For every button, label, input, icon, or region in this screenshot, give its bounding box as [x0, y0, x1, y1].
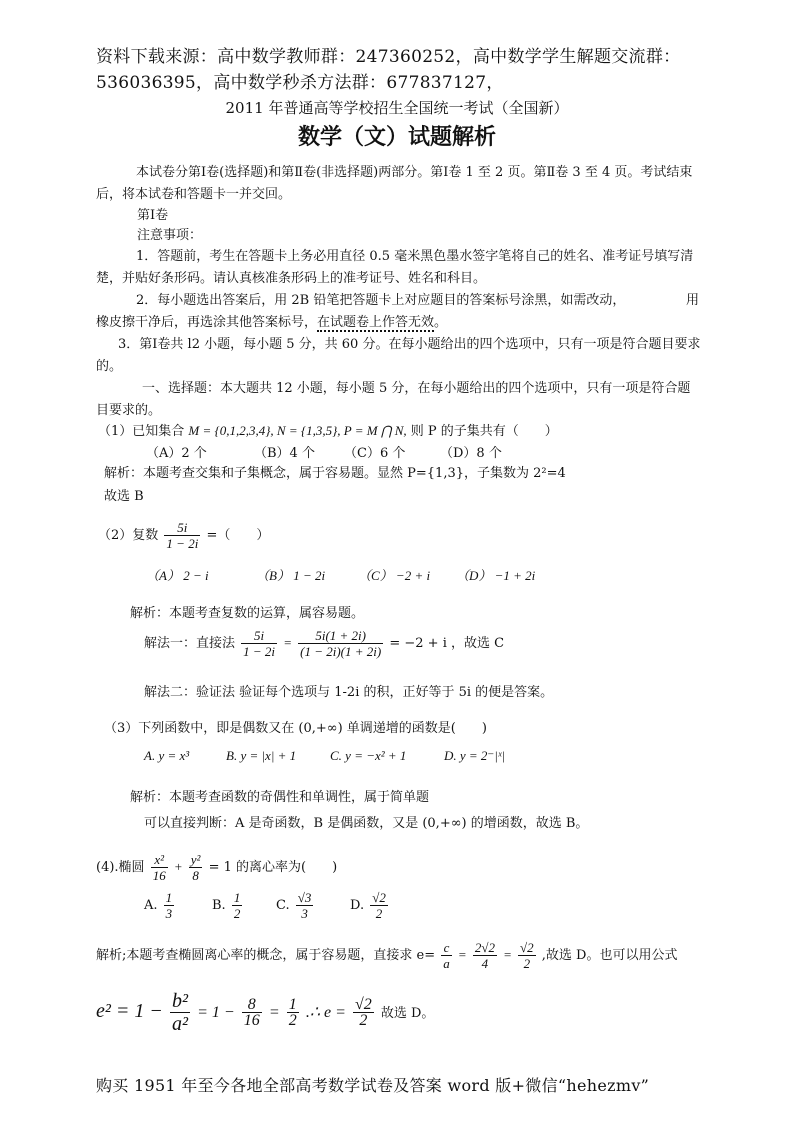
q2-frac-den: 1 − 2i [166, 536, 199, 551]
exam-title: 2011 年普通高等学校招生全国统一考试（全国新） [225, 99, 569, 117]
q4-an-f3-num: √2 [520, 940, 534, 955]
q2-option-a: （A） 2 − i [146, 568, 209, 583]
q4-f1-num: x² [151, 852, 168, 868]
q4-formula-frac-b [170, 990, 190, 1035]
note-2-text-e: 。 [434, 315, 448, 330]
q2-m1-f1-num: 5i [241, 628, 277, 644]
q4-opt-d-den: 2 [375, 906, 383, 921]
q1-option-b: （B）4 个 [254, 446, 315, 461]
q4-option-b-label: B. [212, 898, 226, 913]
q4-option-b [212, 890, 244, 921]
intro-paragraph: 本试卷分第Ⅰ卷(选择题)和第Ⅱ卷(非选择题)两部分。第Ⅰ卷 1 至 2 页。第Ⅱ卷 3 至 4 页。考试结束后，将本试卷和答题卡一并交回。 [96, 165, 693, 202]
q4-stem [96, 852, 337, 883]
q3-analysis: 解析：本题考查函数的奇偶性和单调性，属于简单题 [130, 790, 430, 805]
footer-ad: 购买 1951 年至今各地全部高考数学试卷及答案 word 版+微信“hehezmv” [96, 1076, 650, 1095]
q1-option-d: （D）8 个 [440, 446, 502, 461]
q4-opt-a-den: 3 [165, 906, 173, 921]
note-1: 1．答题前，考生在答题卡上务必用直径 0.5 毫米黑色墨水签字笔将自己的姓名、准考证号填写清楚，并贴好条形码。请认真核准条形码上的准考证号、姓名和科目。 [96, 249, 694, 286]
notes-title: 注意事项： [137, 228, 203, 243]
q4-an-f2-num: 2√2 [474, 940, 495, 955]
q1-analysis: 解析：本题考查交集和子集概念，属于容易题。显然 P={1,3}，子集数为 2²=4 [104, 466, 566, 481]
q4-f2-num: y² [190, 852, 201, 867]
page-title: 数学（文）试题解析 [297, 125, 496, 150]
q2-stem-suffix: =（ ） [206, 528, 270, 543]
q4-option-a-frac [164, 890, 175, 921]
q4-an-frac-3 [518, 940, 536, 971]
q4-formula-b-den: a² [171, 1013, 188, 1035]
q2-method-1: 解法一：直接法 $\frac{5i}{1 - 2i}$ = $\frac{5i(1 + 2i)}{(1 - 2i)(1 + 2i)}$ = −2 + i ，故选 C [144, 628, 505, 659]
q2-option-d: （D） −1 + 2i [456, 568, 536, 583]
q4-an-frac-2 [473, 940, 497, 971]
q3-judge: 可以直接判断：A 是奇函数，B 是偶函数，又是 (0,+∞) 的增函数，故选 B。 [144, 816, 589, 831]
q4-formula-eq: = [268, 1004, 280, 1021]
q2-method-2: 解法二：验证法 验证每个选项与 1-2i 的积，正好等于 5i 的便是答案。 [144, 685, 554, 700]
q4-analysis-prefix: 解析;本题考查椭圆离心率的概念，属于容易题，直接求 e= [96, 948, 436, 963]
q2-method-1-suffix: = −2 + i ，故选 C [389, 636, 505, 651]
q4-f1-den: 16 [152, 868, 166, 883]
note-2-text-c: 橡皮擦干净后，再选涂其他答案标号， [96, 315, 318, 330]
q4-opt-a-num: 1 [165, 890, 173, 905]
q4-formula-frac-3 [287, 997, 299, 1028]
q1-stem-math: M = {0,1,2,3,4}, N = {1,3,5}, P = M ⋂ N, [188, 423, 407, 438]
q3-option-b: B. y = |x| + 1 [226, 748, 297, 763]
q4-plus: + [173, 859, 183, 874]
q4-opt-d-num: √2 [372, 890, 386, 905]
q2-frac-num: 5i [164, 520, 200, 536]
q4-fraction-x [151, 852, 168, 883]
q4-an-f1-den: a [443, 956, 450, 971]
q4-an-f2-den: 4 [481, 956, 489, 971]
q4-formula-then: .∴ e = [305, 1004, 346, 1021]
q4-stem-prefix: (4).椭圆 [96, 860, 145, 875]
q4-an-f1-num: c [441, 940, 452, 956]
q4-formula-frac-4 [353, 997, 374, 1028]
q2-option-c: （C） −2 + i [358, 568, 431, 583]
q4-formula-f2-num: 8 [242, 997, 262, 1013]
note-2-line-2 [96, 312, 447, 334]
q1-stem-suffix: 则 P 的子集共有（ ） [410, 424, 558, 439]
q4-formula-end: 故选 D。 [380, 1006, 435, 1021]
q1-stem [98, 420, 558, 443]
q2-method-1-prefix: 解法一：直接法 [144, 636, 236, 651]
q4-formula-f3-den: 2 [288, 1012, 297, 1029]
q3-option-d: D. y = 2⁻|ˣ| [444, 748, 506, 763]
q4-option-c-frac [296, 890, 314, 921]
q4-option-d [350, 890, 390, 921]
q4-option-c-label: C. [276, 898, 290, 913]
q1-answer: 故选 B [104, 489, 144, 504]
section-1-heading: 一、选择题：本大题共 12 小题，每小题 5 分，在每小题给出的四个选项中，只有一项是符合题目要求的。 [96, 381, 691, 418]
q4-opt-c-den: 3 [301, 906, 308, 921]
q4-formula-b-num: b² [171, 990, 188, 1012]
q2-stem-prefix: （2）复数 [98, 528, 159, 543]
q4-an-f3-den: 2 [523, 956, 531, 971]
q3-stem: （3）下列函数中，即是偶数又在 (0,+∞) 单调递增的函数是( ) [104, 721, 487, 736]
q4-option-b-frac [232, 890, 243, 921]
q4-option-c [276, 890, 315, 921]
q1-option-c: （C）6 个 [344, 446, 406, 461]
q3-option-a: A. y = x³ [144, 748, 190, 763]
q2-analysis: 解析：本题考查复数的运算，属容易题。 [130, 606, 365, 621]
q4-an-frac-1 [441, 940, 452, 971]
q4-analysis-suffix: ,故选 D。也可以用公式 [541, 948, 678, 963]
q1-stem-prefix: （1）已知集合 [98, 424, 185, 439]
note-2-line-1 [136, 290, 625, 312]
q2-m1-f1-den: 1 − 2i [243, 644, 276, 659]
q4-option-d-label: D. [350, 898, 365, 913]
q4-formula-f4-den: 2 [359, 1012, 368, 1029]
q4-formula-f2-den: 16 [243, 1012, 260, 1029]
q2-fraction [164, 520, 200, 551]
q4-formula-e: e² = 1 − [96, 1000, 163, 1022]
note-2-emphasis: 在试题卷上作答无效 [317, 315, 435, 330]
note-3: 3．第Ⅰ卷共 l2 小题，每小题 5 分，共 60 分。在每小题给出的四个选项中，只有一项是符合题目要求的。 [96, 337, 701, 374]
q2-m1-fraction-1 [241, 628, 277, 659]
q4-formula-mid: = 1 − [197, 1004, 235, 1021]
q3-option-c: C. y = −x² + 1 [330, 748, 407, 763]
q4-opt-b-den: 2 [233, 906, 241, 921]
q4-stem-suffix: = 1 的离心率为( ) [208, 860, 338, 875]
juan-1-label: 第Ⅰ卷 [137, 208, 169, 223]
q4-option-a-label: A. [144, 898, 158, 913]
q4-fraction-y [189, 852, 203, 883]
note-2-text-b: 用 [686, 293, 700, 308]
header-line-2: 536036395，高中数学秒杀方法群：677837127， [96, 73, 504, 93]
header-line-1: 资料下载来源：高中数学教师群：247360252，高中数学学生解题交流群： [96, 47, 681, 67]
note-2-text-a: 2．每小题选出答案后，用 2B 铅笔把答题卡上对应题目的答案标号涂黑，如需改动， [136, 293, 626, 308]
q4-formula-frac-2 [242, 997, 262, 1028]
q1-option-a: （A）2 个 [146, 446, 207, 461]
q2-stem [98, 520, 269, 551]
q4-formula-f4-num: √2 [355, 996, 372, 1013]
q2-m1-f2-num: 5i(1 + 2i) [298, 628, 383, 644]
q2-m1-fraction-2 [298, 628, 383, 659]
q4-formula [96, 990, 434, 1035]
q2-option-b: （B） 1 − 2i [256, 568, 326, 583]
q4-opt-c-num: √3 [297, 890, 312, 905]
q4-formula-f3-num: 1 [288, 996, 297, 1013]
q2-m1-f2-den: (1 − 2i)(1 + 2i) [300, 644, 382, 659]
q4-analysis: 解析;本题考查椭圆离心率的概念，属于容易题，直接求 e= $\frac{c}{a}$ = $\frac{2√2}{4}$ = $\frac{√2}{2}$ ,故选 D。也可以用公式 [96, 940, 678, 971]
q4-opt-b-num: 1 [233, 890, 241, 905]
q4-option-a [144, 890, 176, 921]
q4-f2-den: 8 [192, 868, 199, 883]
q4-option-d-frac [370, 890, 388, 921]
